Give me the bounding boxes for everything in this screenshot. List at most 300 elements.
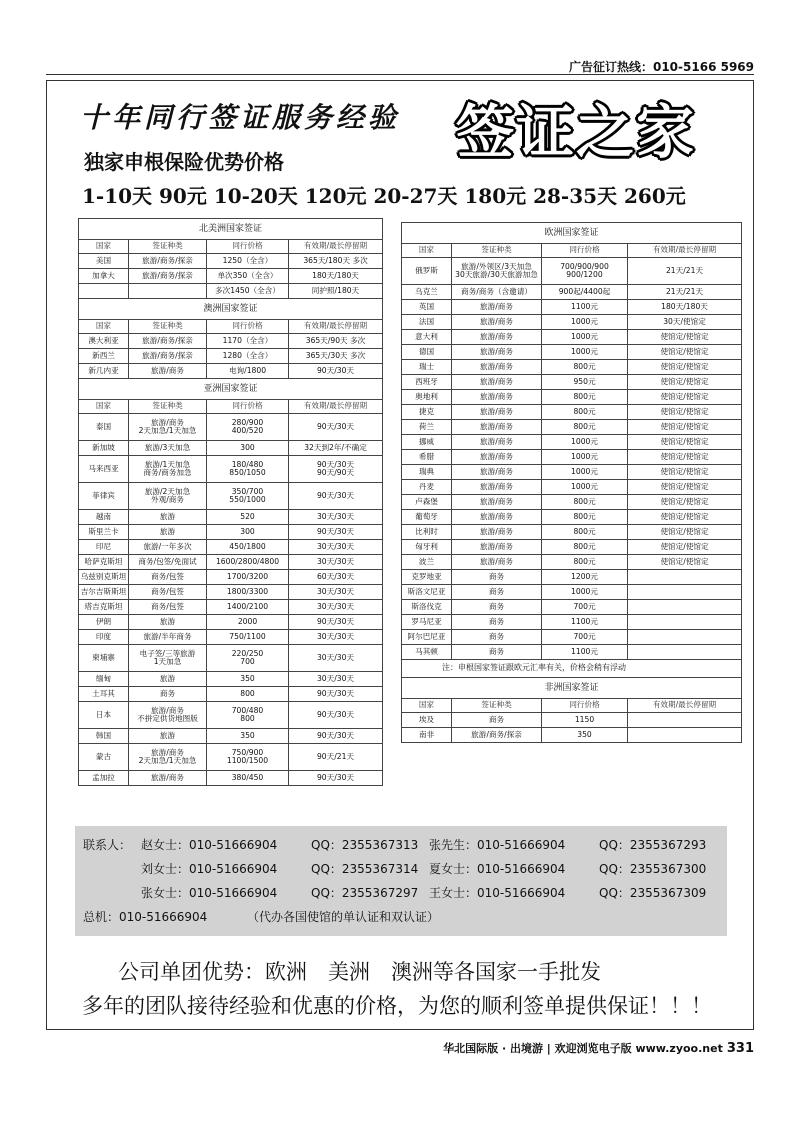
table-cell: 700/900/900 900/1200 (542, 258, 628, 285)
table-cell: 西班牙 (402, 375, 452, 390)
table-cell: 越南 (79, 510, 129, 525)
contact-name: 夏女士：010-51666904 (429, 862, 566, 876)
table-row (79, 555, 383, 570)
table-cell: 意大利 (402, 330, 452, 345)
table-cell: 30天/30天 (289, 645, 383, 672)
europe-title: 欧洲国家签证 (402, 223, 742, 244)
table-row (79, 483, 383, 510)
table-cell: 旅游/商务 (452, 510, 542, 525)
table-cell: 450/1800 (207, 540, 289, 555)
table-cell: 180天/180天 (628, 300, 742, 315)
table-cell: 吉尔吉斯斯坦 (79, 585, 129, 600)
table-cell: 商务/商务（含邀请） (452, 285, 542, 300)
table-cell: 1000元 (542, 345, 628, 360)
table-row (402, 375, 742, 390)
table-cell: 乌兹别克斯坦 (79, 570, 129, 585)
table-cell: 卢森堡 (402, 495, 452, 510)
table-cell: 商务 (452, 570, 542, 585)
table-cell: 日本 (79, 702, 129, 729)
table-cell: 新几内亚 (79, 364, 129, 379)
table-cell: 葡萄牙 (402, 510, 452, 525)
table-cell: 300 (207, 525, 289, 540)
table-cell: 奥地利 (402, 390, 452, 405)
table-row (79, 414, 383, 441)
table-cell: 蒙古 (79, 744, 129, 771)
table-cell: 280/900 400/520 (207, 414, 289, 441)
column-header: 签证种类 (452, 699, 542, 713)
contact-name: 张女士：010-51666904 (141, 886, 278, 900)
table-cell: 旅游/商务 (452, 420, 542, 435)
table-cell: 印度 (79, 630, 129, 645)
table-cell: 旅游/商务 (452, 480, 542, 495)
table-row (402, 615, 742, 630)
table-cell: 旅游/商务 (452, 465, 542, 480)
table-cell: 新西兰 (79, 349, 129, 364)
africa-title: 非洲国家签证 (402, 678, 742, 699)
table-cell: 旅游/商务 (452, 360, 542, 375)
table-cell: 波兰 (402, 555, 452, 570)
table-cell: 1170（全含） (207, 334, 289, 349)
table-cell: 90天/30天 (289, 702, 383, 729)
table-cell: 30天/30天 (289, 510, 383, 525)
table-cell: 电询/1800 (207, 364, 289, 379)
table-cell: 800元 (542, 510, 628, 525)
table-cell: 700元 (542, 600, 628, 615)
contact-qq: QQ：2355367313 (311, 838, 419, 852)
table-row (402, 315, 742, 330)
table-cell: 荷兰 (402, 420, 452, 435)
table-cell: 旅游/商务/探亲 (129, 254, 207, 269)
table-cell (628, 585, 742, 600)
table-row (402, 495, 742, 510)
table-cell: 菲律宾 (79, 483, 129, 510)
table-cell: 旅游/商务 (452, 405, 542, 420)
right-visa-table (401, 222, 742, 743)
table-cell: 挪威 (402, 435, 452, 450)
table-row (79, 254, 383, 269)
table-cell: 800元 (542, 390, 628, 405)
table-cell: 旅游/商务/探亲 (129, 269, 207, 284)
table-cell: 60天/30天 (289, 570, 383, 585)
table-cell: 斯洛文尼亚 (402, 585, 452, 600)
table-row (402, 570, 742, 585)
table-row (79, 702, 383, 729)
table-cell: 旅游/商务 (129, 771, 207, 786)
table-row (402, 525, 742, 540)
column-header: 国家 (79, 240, 129, 254)
table-cell: 斯里兰卡 (79, 525, 129, 540)
table-cell: 瑞士 (402, 360, 452, 375)
table-cell: 700元 (542, 630, 628, 645)
table-cell: 旅游/商务 (452, 330, 542, 345)
table-cell: 30天/使馆定 (628, 315, 742, 330)
table-row (402, 630, 742, 645)
main-phone-note: （代办各国使馆的单认证和双认证） (247, 910, 440, 924)
table-cell: 90天/30天 (289, 525, 383, 540)
column-header: 有效期/最长停留期 (289, 240, 383, 254)
table-cell: 旅游/一年多次 (129, 540, 207, 555)
table-row (402, 540, 742, 555)
table-cell: 350 (207, 672, 289, 687)
main-phone: 总机：010-51666904 (83, 910, 208, 924)
table-cell: 捷克 (402, 405, 452, 420)
table-row (79, 364, 383, 379)
table-cell (628, 570, 742, 585)
asia-title: 亚洲国家签证 (79, 379, 383, 400)
table-row (402, 360, 742, 375)
table-row (402, 258, 742, 285)
table-cell (628, 630, 742, 645)
footer-text: 华北国际版 · 出境游 | 欢迎浏览电子版 www.zyoo.net (443, 1042, 723, 1055)
table-cell: 孟加拉 (79, 771, 129, 786)
table-row (79, 615, 383, 630)
table-cell: 365天/180天 多次 (289, 254, 383, 269)
table-row (79, 349, 383, 364)
table-header-row (402, 699, 742, 713)
table-cell: 马来西亚 (79, 456, 129, 483)
table-cell: 1000元 (542, 450, 628, 465)
table-cell: 32天到2年/不确定 (289, 441, 383, 456)
table-cell: 90天/30天 (289, 414, 383, 441)
table-cell: 旅游/商务 (452, 525, 542, 540)
table-row (402, 713, 742, 728)
contact-qq: QQ：2355367309 (599, 886, 707, 900)
table-cell: 单次350（全含） (207, 269, 289, 284)
page-number: 331 (726, 1041, 754, 1056)
table-cell: 旅游/商务 2天加急/1天加急 (129, 744, 207, 771)
table-row (79, 585, 383, 600)
promo-line-2: 多年的团队接待经验和优惠的价格，为您的顺利签单提供保证！！！ (82, 994, 712, 1018)
contact-name: 赵女士：010-51666904 (141, 838, 278, 852)
table-row (79, 510, 383, 525)
table-cell: 旅游/商务 (452, 450, 542, 465)
column-header: 同行价格 (207, 400, 289, 414)
table-cell: 使馆定/使馆定 (628, 330, 742, 345)
contact-qq: QQ：2355367293 (599, 838, 707, 852)
table-cell: 澳大利亚 (79, 334, 129, 349)
column-header: 签证种类 (129, 400, 207, 414)
africa-title-row (402, 678, 742, 699)
table-cell: 使馆定/使馆定 (628, 435, 742, 450)
table-cell: 1000元 (542, 465, 628, 480)
column-header: 有效期/最长停留期 (289, 320, 383, 334)
table-cell: 旅游 (129, 525, 207, 540)
table-row (79, 284, 383, 299)
table-cell: 泰国 (79, 414, 129, 441)
table-cell: 旅游/商务/探亲 (129, 349, 207, 364)
table-cell: 350/700 550/1000 (207, 483, 289, 510)
table-cell: 800元 (542, 405, 628, 420)
table-cell: 90天/30天 (289, 364, 383, 379)
table-cell: 使馆定/使馆定 (628, 450, 742, 465)
table-cell: 旅游/商务 (452, 375, 542, 390)
table-cell: 1700/3200 (207, 570, 289, 585)
table-cell: 180天/180天 (289, 269, 383, 284)
column-header: 国家 (79, 400, 129, 414)
table-cell: 1150 (542, 713, 628, 728)
column-header: 国家 (79, 320, 129, 334)
insurance-prices: 1-10天 90元 10-20天 120元 20-27天 180元 28-35天 260元 (82, 184, 686, 208)
table-cell: 旅游/商务 (452, 555, 542, 570)
column-header: 签证种类 (129, 240, 207, 254)
table-cell: 商务 (452, 600, 542, 615)
contacts-panel (75, 826, 727, 936)
table-row (79, 334, 383, 349)
column-header: 同行价格 (542, 699, 628, 713)
table-cell: 商务 (452, 585, 542, 600)
asia-title-row (79, 379, 383, 400)
table-row (79, 525, 383, 540)
contact-name: 王女士：010-51666904 (429, 886, 566, 900)
column-header: 有效期/最长停留期 (628, 244, 742, 258)
table-cell (129, 284, 207, 299)
table-row (402, 585, 742, 600)
table-row (79, 600, 383, 615)
table-row (402, 555, 742, 570)
table-cell: 瑞典 (402, 465, 452, 480)
table-header-row (402, 244, 742, 258)
table-row (402, 645, 742, 660)
table-cell: 90天/30天 (289, 615, 383, 630)
table-cell: 商务 (452, 615, 542, 630)
table-cell: 丹麦 (402, 480, 452, 495)
table-cell: 220/250 700 (207, 645, 289, 672)
table-cell: 旅游/3天加急 (129, 441, 207, 456)
table-cell: 旅游 (129, 615, 207, 630)
table-row (402, 285, 742, 300)
table-cell: 1100元 (542, 615, 628, 630)
table-cell: 950元 (542, 375, 628, 390)
table-cell: 美国 (79, 254, 129, 269)
table-row (79, 456, 383, 483)
table-cell (628, 615, 742, 630)
table-cell: 俄罗斯 (402, 258, 452, 285)
table-row (79, 540, 383, 555)
ad-hotline: 广告征订热线：010-5166 5969 (568, 60, 754, 74)
table-cell: 800元 (542, 495, 628, 510)
table-cell (628, 645, 742, 660)
table-cell: 希腊 (402, 450, 452, 465)
slogan: 十年同行签证服务经验 (80, 101, 401, 134)
table-cell: 使馆定/使馆定 (628, 510, 742, 525)
table-cell: 旅游/商务 不拼定供货地图版 (129, 702, 207, 729)
table-cell: 800元 (542, 540, 628, 555)
table-cell: 750/1100 (207, 630, 289, 645)
table-header-row (79, 400, 383, 414)
column-header: 签证种类 (452, 244, 542, 258)
table-cell: 700/480 800 (207, 702, 289, 729)
table-cell: 斯洛伐克 (402, 600, 452, 615)
table-cell: 90天/30天 (289, 483, 383, 510)
table-cell: 2000 (207, 615, 289, 630)
table-cell: 印尼 (79, 540, 129, 555)
table-cell: 伊朗 (79, 615, 129, 630)
column-header: 国家 (402, 699, 452, 713)
column-header: 有效期/最长停留期 (289, 400, 383, 414)
table-cell: 21天/21天 (628, 285, 742, 300)
table-cell: 比利时 (402, 525, 452, 540)
table-cell (79, 284, 129, 299)
table-cell: 1100元 (542, 300, 628, 315)
table-cell: 30天/30天 (289, 555, 383, 570)
table-row (402, 345, 742, 360)
table-cell (628, 728, 742, 743)
table-cell: 750/900 1100/1500 (207, 744, 289, 771)
table-cell: 使馆定/使馆定 (628, 420, 742, 435)
table-cell: 350 (542, 728, 628, 743)
table-cell: 多次1450（全含） (207, 284, 289, 299)
table-row (402, 510, 742, 525)
table-cell: 土耳其 (79, 687, 129, 702)
table-cell: 商务 (452, 713, 542, 728)
table-cell: 旅游/商务 (452, 435, 542, 450)
table-row (402, 300, 742, 315)
column-header: 同行价格 (207, 320, 289, 334)
table-cell: 罗马尼亚 (402, 615, 452, 630)
table-cell: 1000元 (542, 585, 628, 600)
table-row (402, 330, 742, 345)
table-cell: 380/450 (207, 771, 289, 786)
table-cell: 800 (207, 687, 289, 702)
column-header: 同行价格 (207, 240, 289, 254)
left-visa-table (78, 218, 383, 786)
table-cell: 90天/30天 90天/90天 (289, 456, 383, 483)
contact-name: 刘女士：010-51666904 (141, 862, 278, 876)
table-cell: 1280（全含） (207, 349, 289, 364)
table-cell: 90天/30天 (289, 729, 383, 744)
table-cell: 21天/21天 (628, 258, 742, 285)
oceania-title: 澳洲国家签证 (79, 299, 383, 320)
table-cell: 使馆定/使馆定 (628, 540, 742, 555)
contact-name: 张先生：010-51666904 (429, 838, 566, 852)
table-cell: 旅游/1天加急 商务/商务加急 (129, 456, 207, 483)
table-row (402, 405, 742, 420)
table-cell: 1600/2800/4800 (207, 555, 289, 570)
table-row (402, 420, 742, 435)
table-cell: 加拿大 (79, 269, 129, 284)
table-header-row (79, 320, 383, 334)
table-cell: 使馆定/使馆定 (628, 375, 742, 390)
table-cell: 30天/30天 (289, 600, 383, 615)
table-cell: 匈牙利 (402, 540, 452, 555)
table-cell: 1200元 (542, 570, 628, 585)
table-cell: 800元 (542, 420, 628, 435)
table-row (79, 771, 383, 786)
table-cell: 使馆定/使馆定 (628, 555, 742, 570)
table-cell: 旅游/商务/探亲 (452, 728, 542, 743)
table-cell: 300 (207, 441, 289, 456)
table-row (79, 269, 383, 284)
column-header: 同行价格 (542, 244, 628, 258)
table-cell (628, 713, 742, 728)
table-cell: 克罗地亚 (402, 570, 452, 585)
table-row (79, 729, 383, 744)
table-cell: 1000元 (542, 435, 628, 450)
table-cell: 使馆定/使馆定 (628, 465, 742, 480)
table-cell: 30天/30天 (289, 630, 383, 645)
column-header: 签证种类 (129, 320, 207, 334)
table-cell: 旅游/商务 (452, 300, 542, 315)
table-cell: 90天/30天 (289, 771, 383, 786)
table-cell: 旅游/半年商务 (129, 630, 207, 645)
table-cell: 旅游 (129, 729, 207, 744)
table-cell: 商务 (452, 630, 542, 645)
table-cell (628, 600, 742, 615)
table-cell: 商务 (129, 687, 207, 702)
table-cell: 新加坡 (79, 441, 129, 456)
table-cell: 商务/包签 (129, 600, 207, 615)
table-cell: 旅游/外领区/3天加急 30天旅游/30天旅游加急 (452, 258, 542, 285)
table-cell: 1100元 (542, 645, 628, 660)
table-cell: 法国 (402, 315, 452, 330)
table-cell: 1400/2100 (207, 600, 289, 615)
table-row (402, 728, 742, 743)
table-cell: 哈萨克斯坦 (79, 555, 129, 570)
column-header: 有效期/最长停留期 (628, 699, 742, 713)
table-row (402, 600, 742, 615)
table-cell: 1000元 (542, 330, 628, 345)
table-row (402, 435, 742, 450)
table-cell: 800元 (542, 555, 628, 570)
table-cell: 350 (207, 729, 289, 744)
brand-logo: 签证之家 (456, 98, 697, 166)
europe-title-row (402, 223, 742, 244)
table-cell: 旅游 (129, 510, 207, 525)
table-row (79, 630, 383, 645)
north-america-title-row (79, 219, 383, 240)
table-cell: 德国 (402, 345, 452, 360)
table-row (402, 465, 742, 480)
table-cell: 90天/21天 (289, 744, 383, 771)
table-cell: 1000元 (542, 480, 628, 495)
table-cell: 使馆定/使馆定 (628, 480, 742, 495)
table-cell: 900起/4400起 (542, 285, 628, 300)
promo-line-1: 公司单团优势：欧洲 美洲 澳洲等各国家一手批发 (118, 960, 601, 984)
table-header-row (79, 240, 383, 254)
table-cell: 韩国 (79, 729, 129, 744)
table-cell: 365天/90天 多次 (289, 334, 383, 349)
page-footer (443, 1040, 754, 1056)
table-cell: 使馆定/使馆定 (628, 495, 742, 510)
schengen-note: 注：申根国家签证跟欧元汇率有关，价格会稍有浮动 (402, 660, 742, 678)
column-header: 国家 (402, 244, 452, 258)
table-cell: 商务/包签 (129, 570, 207, 585)
table-cell: 1000元 (542, 315, 628, 330)
table-cell: 乌克兰 (402, 285, 452, 300)
contact-qq: QQ：2355367297 (311, 886, 419, 900)
table-row (79, 441, 383, 456)
table-row (402, 450, 742, 465)
table-cell: 旅游/商务 2天加急/1天加急 (129, 414, 207, 441)
table-cell: 使馆定/使馆定 (628, 525, 742, 540)
sub-slogan: 独家申根保险优势价格 (84, 150, 284, 174)
table-cell: 旅游/2天加急 外观/商务 (129, 483, 207, 510)
table-cell: 旅游/商务/探亲 (129, 334, 207, 349)
table-cell: 南非 (402, 728, 452, 743)
table-row (79, 570, 383, 585)
contacts-label: 联系人： (83, 838, 132, 852)
table-cell: 旅游 (129, 672, 207, 687)
table-cell: 30天/30天 (289, 540, 383, 555)
table-cell: 旅游/商务 (452, 495, 542, 510)
north-america-title: 北美洲国家签证 (79, 219, 383, 240)
table-cell: 电子签/三等旅游 1天加急 (129, 645, 207, 672)
table-cell: 1800/3300 (207, 585, 289, 600)
table-cell: 阿尔巴尼亚 (402, 630, 452, 645)
table-row (402, 390, 742, 405)
table-row (79, 744, 383, 771)
table-cell: 旅游/商务 (452, 315, 542, 330)
